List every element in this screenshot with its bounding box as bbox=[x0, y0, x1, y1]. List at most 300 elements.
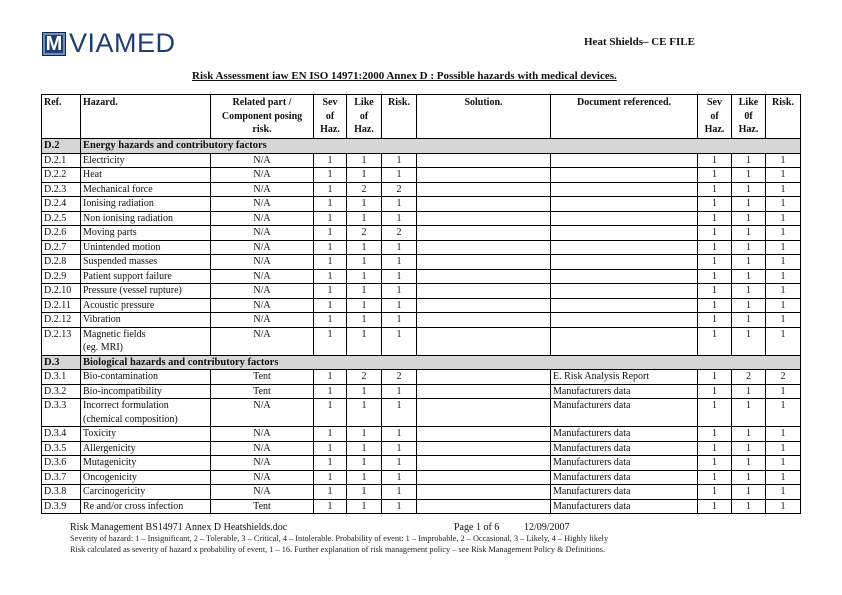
cell-risk: 1 bbox=[382, 384, 417, 399]
cell-solution bbox=[417, 240, 551, 255]
cell-residual-likelihood: 1 bbox=[732, 211, 766, 226]
cell-document-referenced bbox=[551, 197, 698, 212]
cell-ref: D.2.4 bbox=[42, 197, 81, 212]
cell-severity: 1 bbox=[314, 298, 347, 313]
table-row bbox=[42, 499, 801, 514]
table-row bbox=[42, 255, 801, 270]
cell-ref: D.3.1 bbox=[42, 370, 81, 385]
cell-document-referenced bbox=[551, 153, 698, 168]
cell-residual-severity: 1 bbox=[698, 240, 732, 255]
cell-ref: D.2.10 bbox=[42, 284, 81, 299]
cell-hazard: Suspended masses bbox=[81, 255, 211, 270]
cell-hazard: Electricity bbox=[81, 153, 211, 168]
cell-solution bbox=[417, 384, 551, 399]
cell-residual-severity: 1 bbox=[698, 211, 732, 226]
cell-risk: 1 bbox=[382, 485, 417, 500]
col-header-risk: Risk. bbox=[382, 95, 417, 139]
cell-hazard: Ionising radiation bbox=[81, 197, 211, 212]
cell-residual-risk: 1 bbox=[766, 211, 801, 226]
header-line: Haz. bbox=[704, 124, 725, 135]
cell-severity: 1 bbox=[314, 384, 347, 399]
cell-document-referenced bbox=[551, 313, 698, 328]
cell-related-part: N/A bbox=[211, 168, 314, 183]
cell-solution bbox=[417, 441, 551, 456]
cell-solution bbox=[417, 168, 551, 183]
cell-residual-risk: 1 bbox=[766, 313, 801, 328]
cell-risk: 1 bbox=[382, 399, 417, 427]
cell-related-part: N/A bbox=[211, 456, 314, 471]
cell-risk: 1 bbox=[382, 255, 417, 270]
cell-likelihood: 1 bbox=[347, 427, 382, 442]
cell-hazard: Non ionising radiation bbox=[81, 211, 211, 226]
cell-likelihood: 1 bbox=[347, 298, 382, 313]
cell-likelihood: 2 bbox=[347, 370, 382, 385]
table-row bbox=[42, 399, 801, 427]
cell-solution bbox=[417, 197, 551, 212]
cell-severity: 1 bbox=[314, 499, 347, 514]
cell-residual-severity: 1 bbox=[698, 313, 732, 328]
cell-residual-likelihood: 1 bbox=[732, 399, 766, 427]
cell-ref: D.2.2 bbox=[42, 168, 81, 183]
cell-likelihood: 1 bbox=[347, 197, 382, 212]
cell-likelihood: 1 bbox=[347, 470, 382, 485]
cell-residual-risk: 1 bbox=[766, 456, 801, 471]
cell-likelihood: 2 bbox=[347, 226, 382, 241]
cell-residual-likelihood: 1 bbox=[732, 226, 766, 241]
cell-related-part: N/A bbox=[211, 470, 314, 485]
col-header-like bbox=[347, 95, 382, 139]
table-row bbox=[42, 456, 801, 471]
hazard-line: (eg. MRI) bbox=[83, 342, 123, 353]
cell-risk: 1 bbox=[382, 269, 417, 284]
cell-risk: 1 bbox=[382, 197, 417, 212]
cell-severity: 1 bbox=[314, 153, 347, 168]
cell-severity: 1 bbox=[314, 168, 347, 183]
cell-risk: 1 bbox=[382, 313, 417, 328]
cell-ref: D.2.7 bbox=[42, 240, 81, 255]
cell-solution bbox=[417, 153, 551, 168]
cell-likelihood: 1 bbox=[347, 384, 382, 399]
cell-likelihood: 1 bbox=[347, 211, 382, 226]
cell-ref: D.3.6 bbox=[42, 456, 81, 471]
cell-risk: 1 bbox=[382, 153, 417, 168]
footer-line-1 bbox=[70, 522, 608, 534]
cell-severity: 1 bbox=[314, 441, 347, 456]
header-line: Related part / bbox=[232, 97, 292, 108]
cell-severity: 1 bbox=[314, 456, 347, 471]
table-row bbox=[42, 182, 801, 197]
cell-residual-severity: 1 bbox=[698, 384, 732, 399]
cell-solution bbox=[417, 427, 551, 442]
header-line: Haz. bbox=[354, 124, 374, 135]
table-row bbox=[42, 153, 801, 168]
cell-residual-risk: 1 bbox=[766, 327, 801, 355]
cell-hazard: Patient support failure bbox=[81, 269, 211, 284]
cell-severity: 1 bbox=[314, 485, 347, 500]
page-footer bbox=[70, 522, 608, 555]
section-ref: D.3 bbox=[42, 355, 81, 370]
cell-related-part: N/A bbox=[211, 269, 314, 284]
cell-severity: 1 bbox=[314, 255, 347, 270]
cell-solution bbox=[417, 226, 551, 241]
cell-hazard: Acoustic pressure bbox=[81, 298, 211, 313]
cell-ref: D.2.9 bbox=[42, 269, 81, 284]
col-header-hazard: Hazard. bbox=[81, 95, 211, 139]
cell-hazard: Bio-contamination bbox=[81, 370, 211, 385]
cell-residual-risk: 1 bbox=[766, 427, 801, 442]
cell-solution bbox=[417, 298, 551, 313]
section-title: Biological hazards and contributory factors bbox=[81, 355, 801, 370]
cell-solution bbox=[417, 399, 551, 427]
col-header-sev-residual bbox=[698, 95, 732, 139]
footer-filename: Risk Management BS14971 Annex D Heatshields.doc bbox=[70, 522, 288, 533]
table-row bbox=[42, 313, 801, 328]
cell-severity: 1 bbox=[314, 197, 347, 212]
cell-risk: 1 bbox=[382, 499, 417, 514]
table-header-row bbox=[42, 95, 801, 139]
cell-severity: 1 bbox=[314, 269, 347, 284]
cell-residual-severity: 1 bbox=[698, 182, 732, 197]
cell-hazard: Bio-incompatibility bbox=[81, 384, 211, 399]
cell-solution bbox=[417, 313, 551, 328]
header-line: Like bbox=[738, 97, 759, 108]
cell-related-part: N/A bbox=[211, 240, 314, 255]
cell-residual-likelihood: 1 bbox=[732, 470, 766, 485]
cell-ref: D.3.2 bbox=[42, 384, 81, 399]
cell-likelihood: 1 bbox=[347, 399, 382, 427]
cell-residual-severity: 1 bbox=[698, 269, 732, 284]
cell-residual-risk: 1 bbox=[766, 384, 801, 399]
cell-risk: 1 bbox=[382, 168, 417, 183]
cell-hazard: Heat bbox=[81, 168, 211, 183]
cell-residual-severity: 1 bbox=[698, 456, 732, 471]
col-header-like-residual bbox=[732, 95, 766, 139]
cell-document-referenced bbox=[551, 269, 698, 284]
col-header-ref: Ref. bbox=[42, 95, 81, 139]
cell-related-part: N/A bbox=[211, 182, 314, 197]
cell-hazard: Vibration bbox=[81, 313, 211, 328]
cell-severity: 1 bbox=[314, 240, 347, 255]
cell-ref: D.2.5 bbox=[42, 211, 81, 226]
table-row bbox=[42, 211, 801, 226]
header-line: Sev bbox=[707, 97, 722, 108]
cell-solution bbox=[417, 255, 551, 270]
cell-residual-likelihood: 1 bbox=[732, 182, 766, 197]
table-row bbox=[42, 240, 801, 255]
cell-risk: 1 bbox=[382, 456, 417, 471]
cell-solution bbox=[417, 485, 551, 500]
cell-related-part: N/A bbox=[211, 441, 314, 456]
cell-document-referenced bbox=[551, 298, 698, 313]
cell-severity: 1 bbox=[314, 313, 347, 328]
cell-related-part: N/A bbox=[211, 427, 314, 442]
cell-severity: 1 bbox=[314, 327, 347, 355]
cell-related-part: Tent bbox=[211, 384, 314, 399]
cell-residual-risk: 1 bbox=[766, 255, 801, 270]
footer-page-number: Page 1 of 6 bbox=[454, 522, 500, 533]
cell-likelihood: 2 bbox=[347, 182, 382, 197]
cell-ref: D.2.6 bbox=[42, 226, 81, 241]
viamed-logo bbox=[42, 28, 176, 58]
cell-hazard: Unintended motion bbox=[81, 240, 211, 255]
cell-risk: 1 bbox=[382, 284, 417, 299]
cell-ref: D.2.11 bbox=[42, 298, 81, 313]
table-row bbox=[42, 370, 801, 385]
cell-solution bbox=[417, 211, 551, 226]
cell-likelihood: 1 bbox=[347, 240, 382, 255]
table-row bbox=[42, 298, 801, 313]
cell-related-part: N/A bbox=[211, 298, 314, 313]
cell-risk: 2 bbox=[382, 226, 417, 241]
cell-residual-risk: 1 bbox=[766, 441, 801, 456]
cell-residual-likelihood: 1 bbox=[732, 197, 766, 212]
table-row bbox=[42, 441, 801, 456]
header-line: risk. bbox=[252, 124, 272, 135]
cell-solution bbox=[417, 327, 551, 355]
hazard-line: Incorrect formulation bbox=[83, 400, 169, 411]
cell-likelihood: 1 bbox=[347, 441, 382, 456]
document-header-title: Heat Shields– CE FILE bbox=[584, 36, 695, 48]
section-ref: D.2 bbox=[42, 139, 81, 154]
cell-solution bbox=[417, 499, 551, 514]
section-title: Energy hazards and contributory factors bbox=[81, 139, 801, 154]
cell-residual-likelihood: 1 bbox=[732, 269, 766, 284]
footer-severity-note: Severity of hazard: 1 – Insignificant, 2 – Tolerable, 3 – Critical, 4 – Intolerable. Probability of event: 1 – Improbable, 2 – Occasional, 3 – Likely, 4 – Highly likely bbox=[70, 534, 609, 543]
cell-document-referenced: Manufacturers data bbox=[551, 456, 698, 471]
cell-hazard: Toxicity bbox=[81, 427, 211, 442]
cell-severity: 1 bbox=[314, 427, 347, 442]
cell-ref: D.2.3 bbox=[42, 182, 81, 197]
cell-ref: D.2.8 bbox=[42, 255, 81, 270]
cell-residual-risk: 1 bbox=[766, 168, 801, 183]
cell-residual-severity: 1 bbox=[698, 399, 732, 427]
cell-risk: 1 bbox=[382, 240, 417, 255]
cell-residual-severity: 1 bbox=[698, 499, 732, 514]
cell-related-part: Tent bbox=[211, 370, 314, 385]
cell-document-referenced: Manufacturers data bbox=[551, 427, 698, 442]
cell-residual-likelihood: 1 bbox=[732, 384, 766, 399]
cell-related-part: Tent bbox=[211, 499, 314, 514]
cell-risk: 1 bbox=[382, 211, 417, 226]
cell-hazard: Re and/or cross infection bbox=[81, 499, 211, 514]
cell-residual-likelihood: 1 bbox=[732, 485, 766, 500]
cell-solution bbox=[417, 470, 551, 485]
cell-residual-risk: 1 bbox=[766, 470, 801, 485]
cell-residual-likelihood: 1 bbox=[732, 441, 766, 456]
cell-residual-risk: 1 bbox=[766, 197, 801, 212]
header-line: of bbox=[710, 110, 719, 122]
cell-severity: 1 bbox=[314, 284, 347, 299]
table-row bbox=[42, 269, 801, 284]
cell-residual-risk: 1 bbox=[766, 298, 801, 313]
cell-risk: 1 bbox=[382, 441, 417, 456]
cell-severity: 1 bbox=[314, 370, 347, 385]
header-line: 0f bbox=[744, 110, 753, 122]
cell-likelihood: 1 bbox=[347, 327, 382, 355]
cell-hazard: Carcinogericity bbox=[81, 485, 211, 500]
cell-document-referenced bbox=[551, 284, 698, 299]
cell-residual-severity: 1 bbox=[698, 153, 732, 168]
cell-hazard: Oncogenicity bbox=[81, 470, 211, 485]
cell-severity: 1 bbox=[314, 399, 347, 427]
cell-likelihood: 1 bbox=[347, 284, 382, 299]
table-body bbox=[42, 139, 801, 514]
cell-residual-severity: 1 bbox=[698, 197, 732, 212]
header-line: Haz. bbox=[320, 124, 340, 135]
cell-hazard: Allergenicity bbox=[81, 441, 211, 456]
cell-document-referenced: Manufacturers data bbox=[551, 399, 698, 427]
cell-residual-risk: 1 bbox=[766, 269, 801, 284]
cell-related-part: N/A bbox=[211, 153, 314, 168]
cell-residual-severity: 1 bbox=[698, 327, 732, 355]
table-row bbox=[42, 384, 801, 399]
header-line: Sev bbox=[322, 97, 338, 108]
cell-residual-severity: 1 bbox=[698, 298, 732, 313]
cell-document-referenced: Manufacturers data bbox=[551, 470, 698, 485]
footer-risk-note: Risk calculated as severity of hazard x probability of event, 1 – 16. Further explanation of risk management policy – see Risk Management Policy & Definitions. bbox=[70, 544, 606, 554]
header-line: of bbox=[325, 110, 335, 122]
cell-residual-likelihood: 1 bbox=[732, 240, 766, 255]
cell-likelihood: 1 bbox=[347, 313, 382, 328]
cell-hazard: Mutagenicity bbox=[81, 456, 211, 471]
cell-residual-severity: 1 bbox=[698, 168, 732, 183]
cell-residual-severity: 1 bbox=[698, 284, 732, 299]
cell-likelihood: 1 bbox=[347, 485, 382, 500]
col-header-solution: Solution. bbox=[417, 95, 551, 139]
cell-likelihood: 1 bbox=[347, 269, 382, 284]
col-header-risk-residual: Risk. bbox=[766, 95, 801, 139]
cell-residual-risk: 1 bbox=[766, 284, 801, 299]
cell-risk: 2 bbox=[382, 370, 417, 385]
cell-solution bbox=[417, 269, 551, 284]
cell-hazard bbox=[81, 327, 211, 355]
cell-document-referenced bbox=[551, 240, 698, 255]
cell-residual-likelihood: 1 bbox=[732, 313, 766, 328]
viamed-logo-text: VIAMED bbox=[69, 28, 176, 58]
cell-document-referenced: Manufacturers data bbox=[551, 441, 698, 456]
cell-residual-risk: 2 bbox=[766, 370, 801, 385]
cell-residual-likelihood: 1 bbox=[732, 298, 766, 313]
cell-residual-likelihood: 2 bbox=[732, 370, 766, 385]
document-title: Risk Assessment iaw EN ISO 14971:2000 Annex D : Possible hazards with medical devices. bbox=[192, 70, 617, 82]
cell-related-part: N/A bbox=[211, 327, 314, 355]
cell-residual-severity: 1 bbox=[698, 470, 732, 485]
cell-risk: 2 bbox=[382, 182, 417, 197]
cell-related-part: N/A bbox=[211, 197, 314, 212]
cell-residual-risk: 1 bbox=[766, 182, 801, 197]
cell-residual-severity: 1 bbox=[698, 370, 732, 385]
cell-related-part: N/A bbox=[211, 485, 314, 500]
header-line: of bbox=[359, 110, 369, 122]
table-row bbox=[42, 197, 801, 212]
col-header-document: Document referenced. bbox=[551, 95, 698, 139]
table-row bbox=[42, 168, 801, 183]
table-row bbox=[42, 226, 801, 241]
cell-hazard: Mechanical force bbox=[81, 182, 211, 197]
cell-residual-risk: 1 bbox=[766, 499, 801, 514]
cell-likelihood: 1 bbox=[347, 153, 382, 168]
cell-residual-risk: 1 bbox=[766, 485, 801, 500]
cell-document-referenced: Manufacturers data bbox=[551, 384, 698, 399]
cell-residual-likelihood: 1 bbox=[732, 427, 766, 442]
cell-residual-risk: 1 bbox=[766, 226, 801, 241]
table-row bbox=[42, 427, 801, 442]
cell-ref: D.3.5 bbox=[42, 441, 81, 456]
cell-hazard: Moving parts bbox=[81, 226, 211, 241]
cell-severity: 1 bbox=[314, 182, 347, 197]
cell-residual-likelihood: 1 bbox=[732, 153, 766, 168]
cell-document-referenced bbox=[551, 182, 698, 197]
cell-severity: 1 bbox=[314, 470, 347, 485]
cell-residual-severity: 1 bbox=[698, 226, 732, 241]
cell-related-part: N/A bbox=[211, 284, 314, 299]
cell-ref: D.3.9 bbox=[42, 499, 81, 514]
cell-solution bbox=[417, 370, 551, 385]
cell-residual-severity: 1 bbox=[698, 485, 732, 500]
cell-risk: 1 bbox=[382, 298, 417, 313]
cell-related-part: N/A bbox=[211, 399, 314, 427]
cell-document-referenced bbox=[551, 211, 698, 226]
cell-likelihood: 1 bbox=[347, 255, 382, 270]
table-row bbox=[42, 284, 801, 299]
cell-residual-likelihood: 1 bbox=[732, 168, 766, 183]
section-header-row bbox=[42, 139, 801, 154]
cell-document-referenced bbox=[551, 255, 698, 270]
cell-ref: D.2.13 bbox=[42, 327, 81, 355]
cell-hazard: Pressure (vessel rupture) bbox=[81, 284, 211, 299]
section-header-row bbox=[42, 355, 801, 370]
cell-likelihood: 1 bbox=[347, 456, 382, 471]
table-row bbox=[42, 485, 801, 500]
col-header-related-part bbox=[211, 95, 314, 139]
header-line: Haz. bbox=[738, 124, 759, 135]
cell-document-referenced: Manufacturers data bbox=[551, 499, 698, 514]
cell-likelihood: 1 bbox=[347, 499, 382, 514]
cell-residual-risk: 1 bbox=[766, 399, 801, 427]
cell-residual-risk: 1 bbox=[766, 153, 801, 168]
hazard-line: (chemical composition) bbox=[83, 413, 178, 425]
cell-document-referenced bbox=[551, 226, 698, 241]
cell-ref: D.3.3 bbox=[42, 399, 81, 427]
table-row bbox=[42, 470, 801, 485]
cell-risk: 1 bbox=[382, 470, 417, 485]
cell-related-part: N/A bbox=[211, 255, 314, 270]
cell-residual-severity: 1 bbox=[698, 255, 732, 270]
cell-severity: 1 bbox=[314, 211, 347, 226]
cell-hazard bbox=[81, 399, 211, 427]
cell-ref: D.3.4 bbox=[42, 427, 81, 442]
col-header-sev bbox=[314, 95, 347, 139]
cell-document-referenced: Manufacturers data bbox=[551, 485, 698, 500]
cell-ref: D.3.7 bbox=[42, 470, 81, 485]
cell-ref: D.3.8 bbox=[42, 485, 81, 500]
cell-solution bbox=[417, 284, 551, 299]
cell-residual-severity: 1 bbox=[698, 427, 732, 442]
cell-residual-risk: 1 bbox=[766, 240, 801, 255]
cell-likelihood: 1 bbox=[347, 168, 382, 183]
cell-document-referenced bbox=[551, 327, 698, 355]
cell-residual-likelihood: 1 bbox=[732, 284, 766, 299]
cell-risk: 1 bbox=[382, 427, 417, 442]
table-row bbox=[42, 327, 801, 355]
cell-solution bbox=[417, 182, 551, 197]
cell-ref: D.2.12 bbox=[42, 313, 81, 328]
cell-related-part: N/A bbox=[211, 211, 314, 226]
cell-solution bbox=[417, 456, 551, 471]
risk-assessment-table bbox=[41, 94, 801, 514]
cell-related-part: N/A bbox=[211, 226, 314, 241]
cell-residual-likelihood: 1 bbox=[732, 255, 766, 270]
